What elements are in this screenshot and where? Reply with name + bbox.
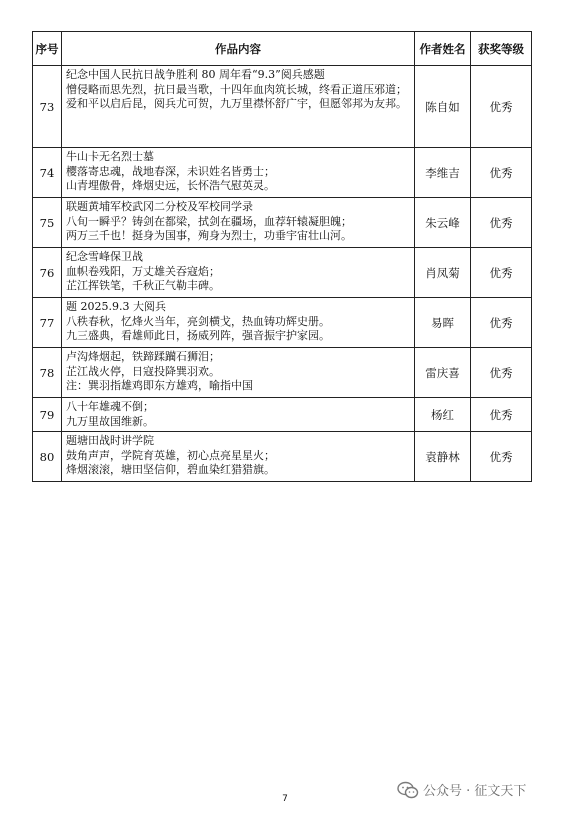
award-level: 优秀 xyxy=(471,298,532,348)
table-row xyxy=(33,298,532,348)
content-line: 烽烟滚滚，塘田坚信仰，碧血染红猎猎旗。 xyxy=(66,463,275,476)
author-name: 雷庆喜 xyxy=(415,348,471,398)
content-line: 纪念中国人民抗日战争胜利 80 周年看“9.3”阅兵感题 xyxy=(66,68,325,81)
table-header-row xyxy=(33,32,532,66)
header-number: 序号 xyxy=(33,32,62,66)
content-line: 牛山卡无名烈士墓 xyxy=(66,150,154,163)
content-line: 樱落寄忠魂，战地春深，未识姓名皆勇士； xyxy=(66,164,275,178)
work-content xyxy=(62,198,415,248)
content-line: 纪念雪峰保卫战 xyxy=(66,250,143,263)
awards-table xyxy=(32,31,532,482)
work-content xyxy=(62,398,415,432)
award-level: 优秀 xyxy=(471,348,532,398)
watermark-text: 公众号 · 征文天下 xyxy=(423,784,527,799)
content-line: 九三盛典，看雄师此日，扬威列阵，强音振宇护家园。 xyxy=(66,329,330,342)
content-line: 联题黄埔军校武冈二分校及军校同学录 xyxy=(66,200,253,213)
header-content: 作品内容 xyxy=(62,32,415,66)
row-number: 78 xyxy=(33,348,62,398)
work-content xyxy=(62,148,415,198)
content-line: 憎侵略而思先烈，抗日最当歌，十四年血肉筑长城，终看正道压邪道； xyxy=(66,82,407,96)
row-number: 79 xyxy=(33,398,62,432)
page-number: 7 xyxy=(282,794,288,804)
author-name: 李维吉 xyxy=(415,148,471,198)
author-name: 杨红 xyxy=(415,398,471,432)
work-content xyxy=(62,348,415,398)
award-level: 优秀 xyxy=(471,248,532,298)
content-line: 芷江挥铁笔，千秋正气勒丰碑。 xyxy=(66,279,220,292)
watermark xyxy=(397,780,526,799)
work-content xyxy=(62,248,415,298)
author-name: 袁静林 xyxy=(415,432,471,482)
row-number: 75 xyxy=(33,198,62,248)
content-line: 血帜卷残阳，万丈雄关吞寇焰； xyxy=(66,264,220,278)
content-line: 八十年雄魂不倒； xyxy=(66,400,154,413)
table-row xyxy=(33,66,532,148)
table-row xyxy=(33,432,532,482)
table-row xyxy=(33,148,532,198)
content-line: 卢沟烽烟起，铁蹄蹂躏石狮泪； xyxy=(66,350,220,363)
author-name: 易晖 xyxy=(415,298,471,348)
table-row xyxy=(33,198,532,248)
content-line: 题 2025.9.3 大阅兵 xyxy=(66,300,166,313)
header-author: 作者姓名 xyxy=(415,32,471,66)
award-level: 优秀 xyxy=(471,148,532,198)
table-body xyxy=(33,66,532,482)
row-number: 80 xyxy=(33,432,62,482)
row-number: 74 xyxy=(33,148,62,198)
wechat-icon xyxy=(397,781,419,799)
table-row xyxy=(33,398,532,432)
content-line: 爱和平以启后昆，阅兵尤可贺，九万里襟怀舒广宇，但愿邻邦为友邦。 xyxy=(66,97,407,110)
row-number: 77 xyxy=(33,298,62,348)
content-line: 山青埋傲骨，烽烟史远，长怀浩气慰英灵。 xyxy=(66,179,275,192)
content-line: 八秩春秋，忆烽火当年，亮剑横戈，热血铸功辉史册。 xyxy=(66,314,330,328)
content-line: 鼓角声声，学院育英雄，初心点亮星星火； xyxy=(66,448,275,462)
award-level: 优秀 xyxy=(471,198,532,248)
table-row xyxy=(33,248,532,298)
content-line: 芷江战火停，日寇投降巽羽欢。 xyxy=(66,364,220,378)
content-line: 九万里故国维新。 xyxy=(66,414,154,428)
content-line: 注：巽羽指雄鸡即东方雄鸡，喻指中国 xyxy=(66,379,253,392)
work-content xyxy=(62,66,415,148)
author-name: 朱云峰 xyxy=(415,198,471,248)
work-content xyxy=(62,298,415,348)
award-level: 优秀 xyxy=(471,432,532,482)
award-level: 优秀 xyxy=(471,398,532,432)
content-line: 八旬一瞬乎？铸剑在都梁，拭剑在疆场，血荐轩辕凝胆魄； xyxy=(66,214,352,228)
author-name: 陈自如 xyxy=(415,66,471,148)
content-line: 两万三千也！挺身为国事，殉身为烈士，功垂宇宙壮山河。 xyxy=(66,229,352,242)
author-name: 肖凤菊 xyxy=(415,248,471,298)
content-line: 题塘田战时讲学院 xyxy=(66,434,154,447)
row-number: 76 xyxy=(33,248,62,298)
award-level: 优秀 xyxy=(471,66,532,148)
table-row xyxy=(33,348,532,398)
row-number: 73 xyxy=(33,66,62,148)
header-award: 获奖等级 xyxy=(471,32,532,66)
work-content xyxy=(62,432,415,482)
